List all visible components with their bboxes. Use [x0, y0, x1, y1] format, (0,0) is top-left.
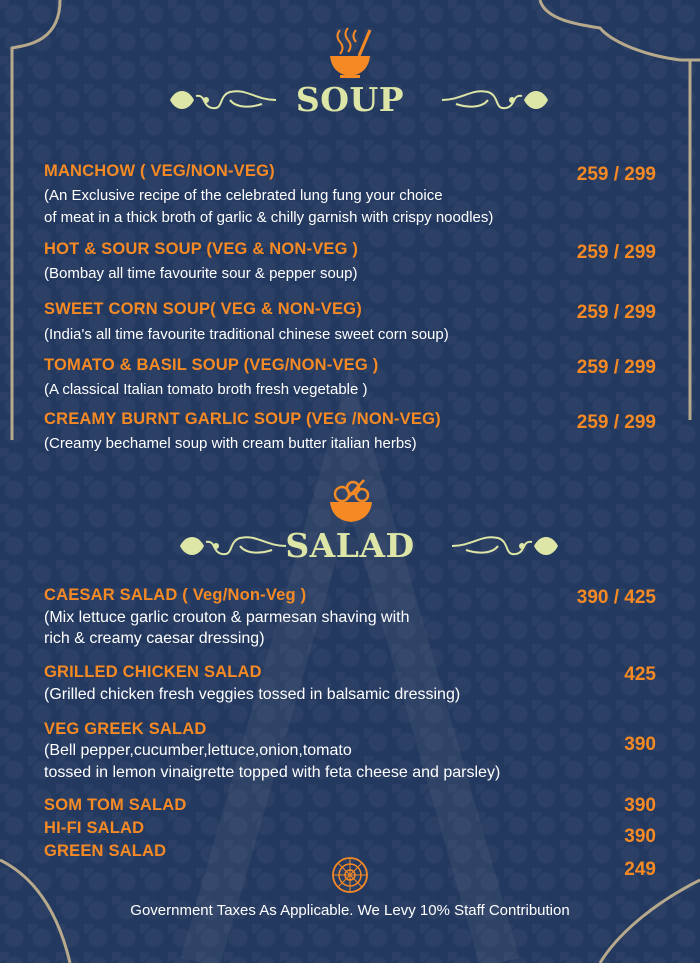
menu-item-price: 425	[624, 664, 656, 685]
soup-bowl-icon	[326, 26, 374, 80]
menu-item-desc: (Mix lettuce garlic crouton & parmesan shaving with	[44, 609, 410, 626]
menu-item-name: TOMATO & BASIL SOUP (VEG/NON-VEG )	[44, 356, 379, 374]
menu-item-price: 259 / 299	[576, 302, 656, 323]
menu-item-name: SOM TOM SALAD	[44, 796, 187, 814]
menu-item-price: 390 / 425	[576, 587, 656, 608]
menu-item-name: VEG GREEK SALAD	[44, 720, 207, 738]
menu-item-desc: (Bombay all time favourite sour & pepper soup)	[44, 265, 358, 282]
menu-item-price: 259 / 299	[576, 357, 656, 378]
salad-heading: SALAD	[285, 526, 415, 565]
salad-bowl-icon	[326, 476, 376, 526]
right-flourish-icon	[450, 528, 562, 564]
menu-item-price: 259 / 299	[576, 412, 656, 433]
menu-item-price: 390	[624, 734, 656, 755]
menu-item-name: HOT & SOUR SOUP (VEG & NON-VEG )	[44, 240, 359, 258]
menu-item-desc: tossed in lemon vinaigrette topped with feta cheese and parsley)	[44, 764, 501, 781]
menu-item-name: CAESAR SALAD ( Veg/Non-Veg )	[44, 586, 307, 604]
menu-item-desc: (A classical Italian tomato broth fresh vegetable )	[44, 381, 368, 398]
menu-item-name: GRILLED CHICKEN SALAD	[44, 663, 262, 681]
right-flourish-icon	[440, 82, 552, 118]
menu-item-price: 390	[624, 795, 656, 816]
menu-item-name: MANCHOW ( VEG/NON-VEG)	[44, 162, 275, 180]
menu-item-desc: (Bell pepper,cucumber,lettuce,onion,tomato	[44, 742, 352, 759]
menu-item-price: 249	[624, 859, 656, 880]
menu-item-desc: (An Exclusive recipe of the celebrated lung fung your choice	[44, 187, 443, 204]
menu-item-name: GREEN SALAD	[44, 842, 167, 860]
menu-item-desc: (Grilled chicken fresh veggies tossed in balsamic dressing)	[44, 686, 461, 703]
menu-item-price: 259 / 299	[576, 164, 656, 185]
menu-item-price: 259 / 299	[576, 242, 656, 263]
menu-item-desc: rich & creamy caesar dressing)	[44, 630, 265, 647]
soup-heading: SOUP	[295, 80, 405, 119]
menu-item-name: SWEET CORN SOUP( VEG & NON-VEG)	[44, 300, 362, 318]
menu-item-desc: (Creamy bechamel soup with cream butter italian herbs)	[44, 435, 417, 452]
menu-item-desc: (India's all time favourite traditional chinese sweet corn soup)	[44, 326, 449, 343]
menu-item-desc: of meat in a thick broth of garlic & chilly garnish with crispy noodles)	[44, 209, 494, 226]
menu-item-price: 390	[624, 826, 656, 847]
menu-item-name: HI-FI SALAD	[44, 819, 145, 837]
mandala-icon	[331, 856, 369, 894]
menu-item-name: CREAMY BURNT GARLIC SOUP (VEG /NON-VEG)	[44, 410, 441, 428]
footer-note: Government Taxes As Applicable. We Levy 10% Staff Contribution	[130, 902, 570, 919]
